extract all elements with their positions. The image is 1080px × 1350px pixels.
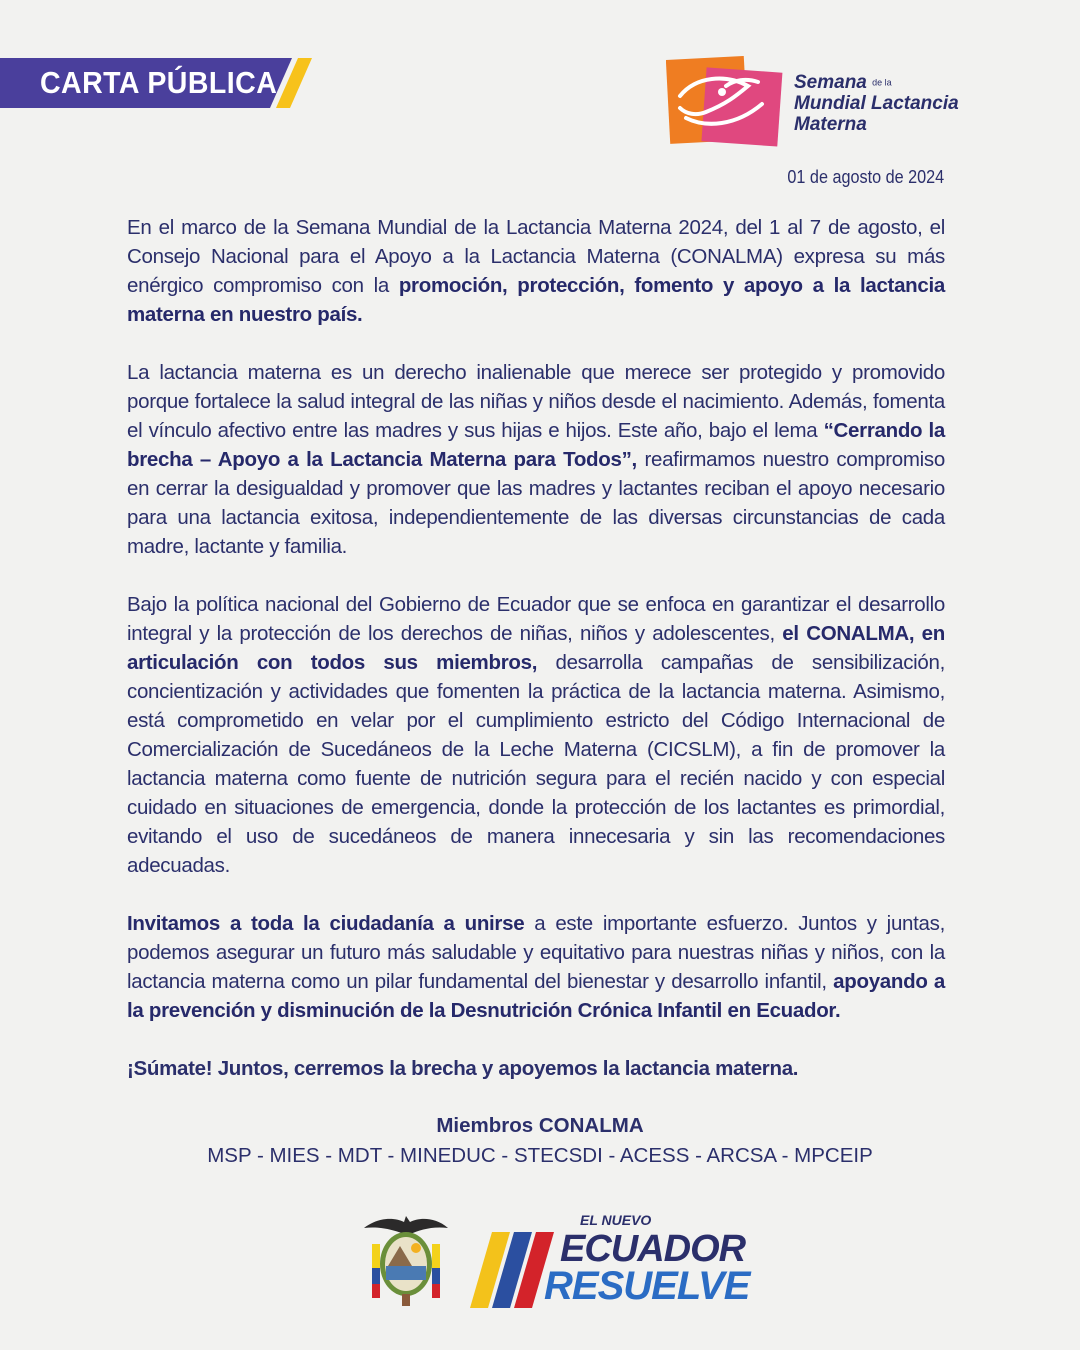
paragraph-2 bbox=[127, 358, 945, 561]
gov-line3: RESUELVE bbox=[544, 1264, 750, 1308]
p1-text: En el marco de la Semana Mundial de la Lactancia Materna 2024, del 1 al 7 de agosto, el Consejo Nacional para el Apoyo a la Lactancia Materna (CONALMA) expresa su más enérgico compromiso con la bbox=[127, 216, 945, 297]
paragraph-3 bbox=[127, 590, 945, 880]
p3-text-2: desarrolla campañas de sensibilización, concientización y actividades que fomenten la práctica de la lactancia materna. Asimismo, está comprometido en velar por el cumplimiento estricto del Código Internacional de Comercialización de Sucedáneos de la Leche Materna (CICSLM), a fin de promover la lactancia materna como fuente de nutrición segura para el recién nacido y con especial cuidado en situaciones de emergencia, donde la protección de los lactantes es primordial, evitando el uso de sucedáneos de manera innecesaria y sin las recomendaciones adecuadas. bbox=[127, 651, 945, 877]
p4-bold-1: Invitamos a toda la ciudadanía a unirse bbox=[127, 912, 525, 935]
logo-line1-small: de la bbox=[872, 77, 892, 88]
semana-mundial-logo bbox=[666, 56, 959, 148]
p3-bold: el CONALMA, en articulación con todos sus miembros, bbox=[127, 622, 946, 674]
logo-line3: Materna bbox=[794, 114, 867, 136]
letter-date: 01 de agosto de 2024 bbox=[787, 167, 944, 187]
paragraph-1 bbox=[127, 213, 945, 329]
members-list: MSP - MIES - MDT - MINEDUC - STECSDI - ACESS - ARCSA - MPCEIP bbox=[207, 1144, 873, 1167]
p2-text-1: La lactancia materna es un derecho inalienable que merece ser protegido y promovido porque fortalece la salud integral de las niñas y niños desde el nacimiento. Además, fomenta el vínculo afectivo entre las madres y sus hijas e hijos. Este año, bajo el lema bbox=[127, 361, 945, 442]
banner-title: CARTA PÚBLICA bbox=[40, 65, 278, 100]
logo-line2: Mundial Lactancia bbox=[794, 93, 959, 115]
p2-bold: “Cerrando la brecha – Apoyo a la Lactancia Materna para Todos”, bbox=[127, 419, 945, 471]
members-title: Miembros CONALMA bbox=[436, 1114, 644, 1137]
gov-line1: EL NUEVO bbox=[580, 1212, 652, 1228]
p4-bold-2: apoyando a la prevención y disminución de la Desnutrición Crónica Infantil en Ecuador. bbox=[127, 970, 946, 1022]
paragraph-4 bbox=[127, 909, 945, 1025]
logo-line1: Semana bbox=[794, 72, 867, 93]
p1-bold: promoción, protección, fomento y apoyo a la lactancia materna en nuestro país. bbox=[127, 274, 945, 326]
gov-line2: ECUADOR bbox=[560, 1228, 746, 1270]
logo-wordmark bbox=[794, 72, 964, 135]
members-block bbox=[0, 1111, 1080, 1171]
lactancia-logo-icon bbox=[666, 56, 786, 148]
call-to-action: ¡Súmate! Juntos, cerremos la brecha y apoyemos la lactancia materna. bbox=[127, 1057, 799, 1080]
letter-body bbox=[127, 213, 945, 1112]
p3-text-1: Bajo la política nacional del Gobierno de Ecuador que se enfoca en garantizar el desarrollo integral y la protección de los derechos de niñas, niños y adolescentes, bbox=[127, 593, 945, 645]
p4-text: a este importante esfuerzo. Juntos y juntas, podemos asegurar un futuro más saludable y equitativo para nuestras niñas y niños, con la lactancia materna como un pilar fundamental del bienestar y desarrollo infantil, bbox=[127, 912, 945, 993]
p2-text-2: reafirmamos nuestro compromiso en cerrar la desigualdad y promover que las madres y lactantes reciban el apoyo necesario para una lactancia exitosa, independientemente de las diversas circunstancias de cada madre, lactante y familia. bbox=[127, 448, 945, 558]
carta-publica-banner bbox=[0, 58, 312, 108]
